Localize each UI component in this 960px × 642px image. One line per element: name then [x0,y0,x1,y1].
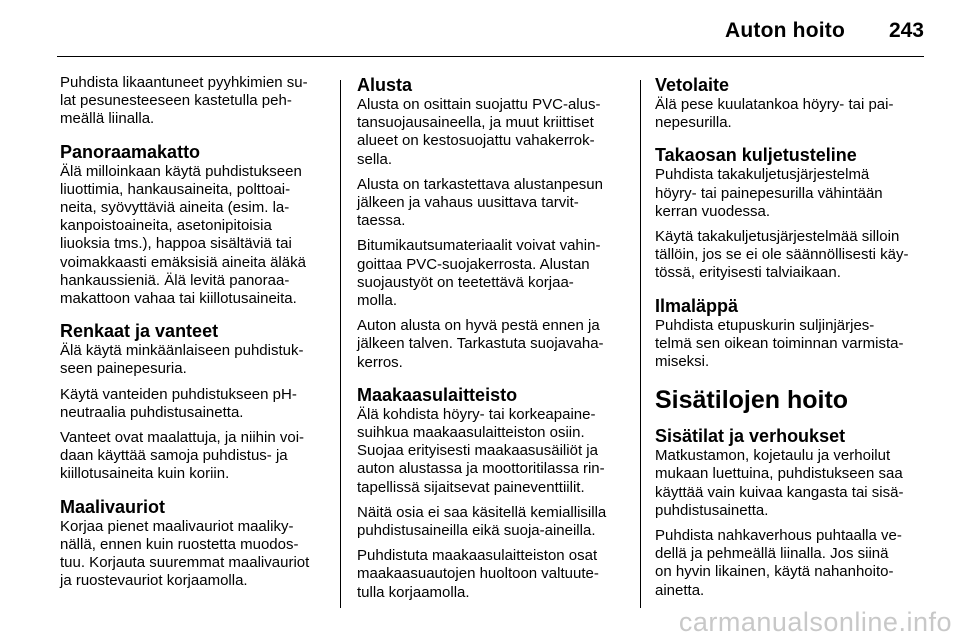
section-heading: Vetolaite [655,75,730,95]
section-maalivauriot [60,496,326,591]
paragraph: Puhdista takakuljetusjärjestelmä höyry- tai painepesurilla vähintään kerran vuodessa. [655,166,883,220]
intro-paragraph: Puhdista likaantuneet pyyhkimien su- lat pesunesteeseen kastetulla peh- meällä liinalla. [60,74,308,128]
paragraph: Älä kohdista höyry- tai korkeapaine- suihkua maakaasulaitteiston osiin. Suojaa erityisesti maakaasusäiliöt ja auton alustassa ja moottoritilassa rin- tapellissä sijaitsevat paineventtiilit. [357,405,605,496]
section-sisatilat-ja-verhoukset [655,425,921,600]
section-vetolaite [655,74,921,132]
header-title: Auton hoito [725,19,845,42]
section-heading: Maakaasulaitteisto [357,384,518,405]
section-heading: Ilmaläppä [655,295,739,316]
section-takaosan-kuljetusteline [655,144,921,282]
paragraph: Matkustamon, kojetaulu ja verhoilut mukaan luettuina, puhdistukseen saa käyttää vain kuivaa kangasta tai sisä- puhdistusainetta. [655,447,904,519]
paragraph: Puhdista etupuskurin suljinjärjes- telmä sen oikean toiminnan varmista- miseksi. [655,316,904,371]
paragraph: Älä käytä minkäänlaiseen puhdistuk- seen painepesuria. [60,342,304,378]
paragraph: Käytä takakuljetusjärjestelmää silloin tällöin, jos se ei ole säännöllisesti käy- tössä, erityisesti talviaikaan. [655,228,909,282]
header-divider [57,56,924,57]
watermark: carmanualsonline.info [678,607,952,637]
section-heading: Alusta [357,75,413,95]
paragraph: Älä pese kuulatankoa höyry- tai pai- nepesurilla. [655,96,894,132]
paragraph: Älä milloinkaan käytä puhdistukseen liuottimia, hankausaineita, polttoai- neita, syövyttäviä aineita (esim. la- kanpoistoaineita, asetonipitoisia liuoksia tms.), happoa sisältäviä tai voimakkaasti emäksisiä aineita äläkä hankaussieniä. Älä levitä panoraa- makattoon vahaa tai kiillotusaineita. [60,162,306,308]
paragraph: Vanteet ovat maalattuja, ja niihin voi- daan käyttää samoja puhdistus- ja kiillotusaineita kuin koriin. [60,429,305,483]
column-2 [357,74,623,609]
section-heading: Panoraamakatto [60,141,201,162]
paragraph: Alusta on osittain suojattu PVC-alus- tansuojausaineella, ja muut kriittiset alueet on kestosuojattu vahakerrok- sella. [357,96,601,168]
paragraph: Korjaa pienet maalivauriot maaliky- nällä, ennen kuin ruostetta muodos- tuu. Korjauta suuremmat maalivauriot ja ruostevauriot korjaamolla. [60,517,310,590]
column-divider [640,80,641,608]
section-heading: Renkaat ja vanteet [60,321,219,342]
section-heading: Maalivauriot [60,496,166,517]
paragraph: Alusta on tarkastettava alustanpesun jälkeen ja vahaus uusittava tarvit- taessa. [357,175,603,230]
section-maakaasulaitteisto [357,384,623,602]
section-panoraamakatto [60,141,326,309]
column-3 [655,74,921,607]
column-1 [60,74,326,597]
paragraph: Bitumikautsumateriaalit voivat vahin- goittaa PVC-suojakerrosta. Alustan suojaustyöt on teetettävä korjaa- molla. [357,237,601,310]
paragraph: Käytä vanteiden puhdistukseen pH- neutraalia puhdistusainetta. [60,385,297,421]
paragraph: Auton alusta on hyvä pestä ennen ja jälkeen talven. Tarkastuta suojavaha- kerros. [357,317,604,371]
section-heading: Sisätilat ja verhoukset [655,426,846,447]
chapter-heading: Sisätilojen hoito [655,386,849,415]
column-divider [340,80,341,608]
page-number: 243 [888,19,924,42]
section-ilmalappa [655,295,921,372]
paragraph: Näitä osia ei saa käsitellä kemiallisilla puhdistusaineilla eikä suoja-aineilla. [357,503,607,540]
paragraph: Puhdista nahkaverhous puhtaalla ve- dellä ja pehmeällä liinalla. Jos siinä on hyvin likainen, käytä nahanhoito- ainetta. [655,527,902,599]
section-heading: Takaosan kuljetusteline [655,145,857,166]
paragraph: Puhdistuta maakaasulaitteiston osat maakaasuautojen huoltoon valtuute- tulla korjaamolla. [357,547,599,601]
section-renkaat-ja-vanteet [60,320,326,483]
page-header [0,0,960,62]
section-alusta [357,74,623,372]
